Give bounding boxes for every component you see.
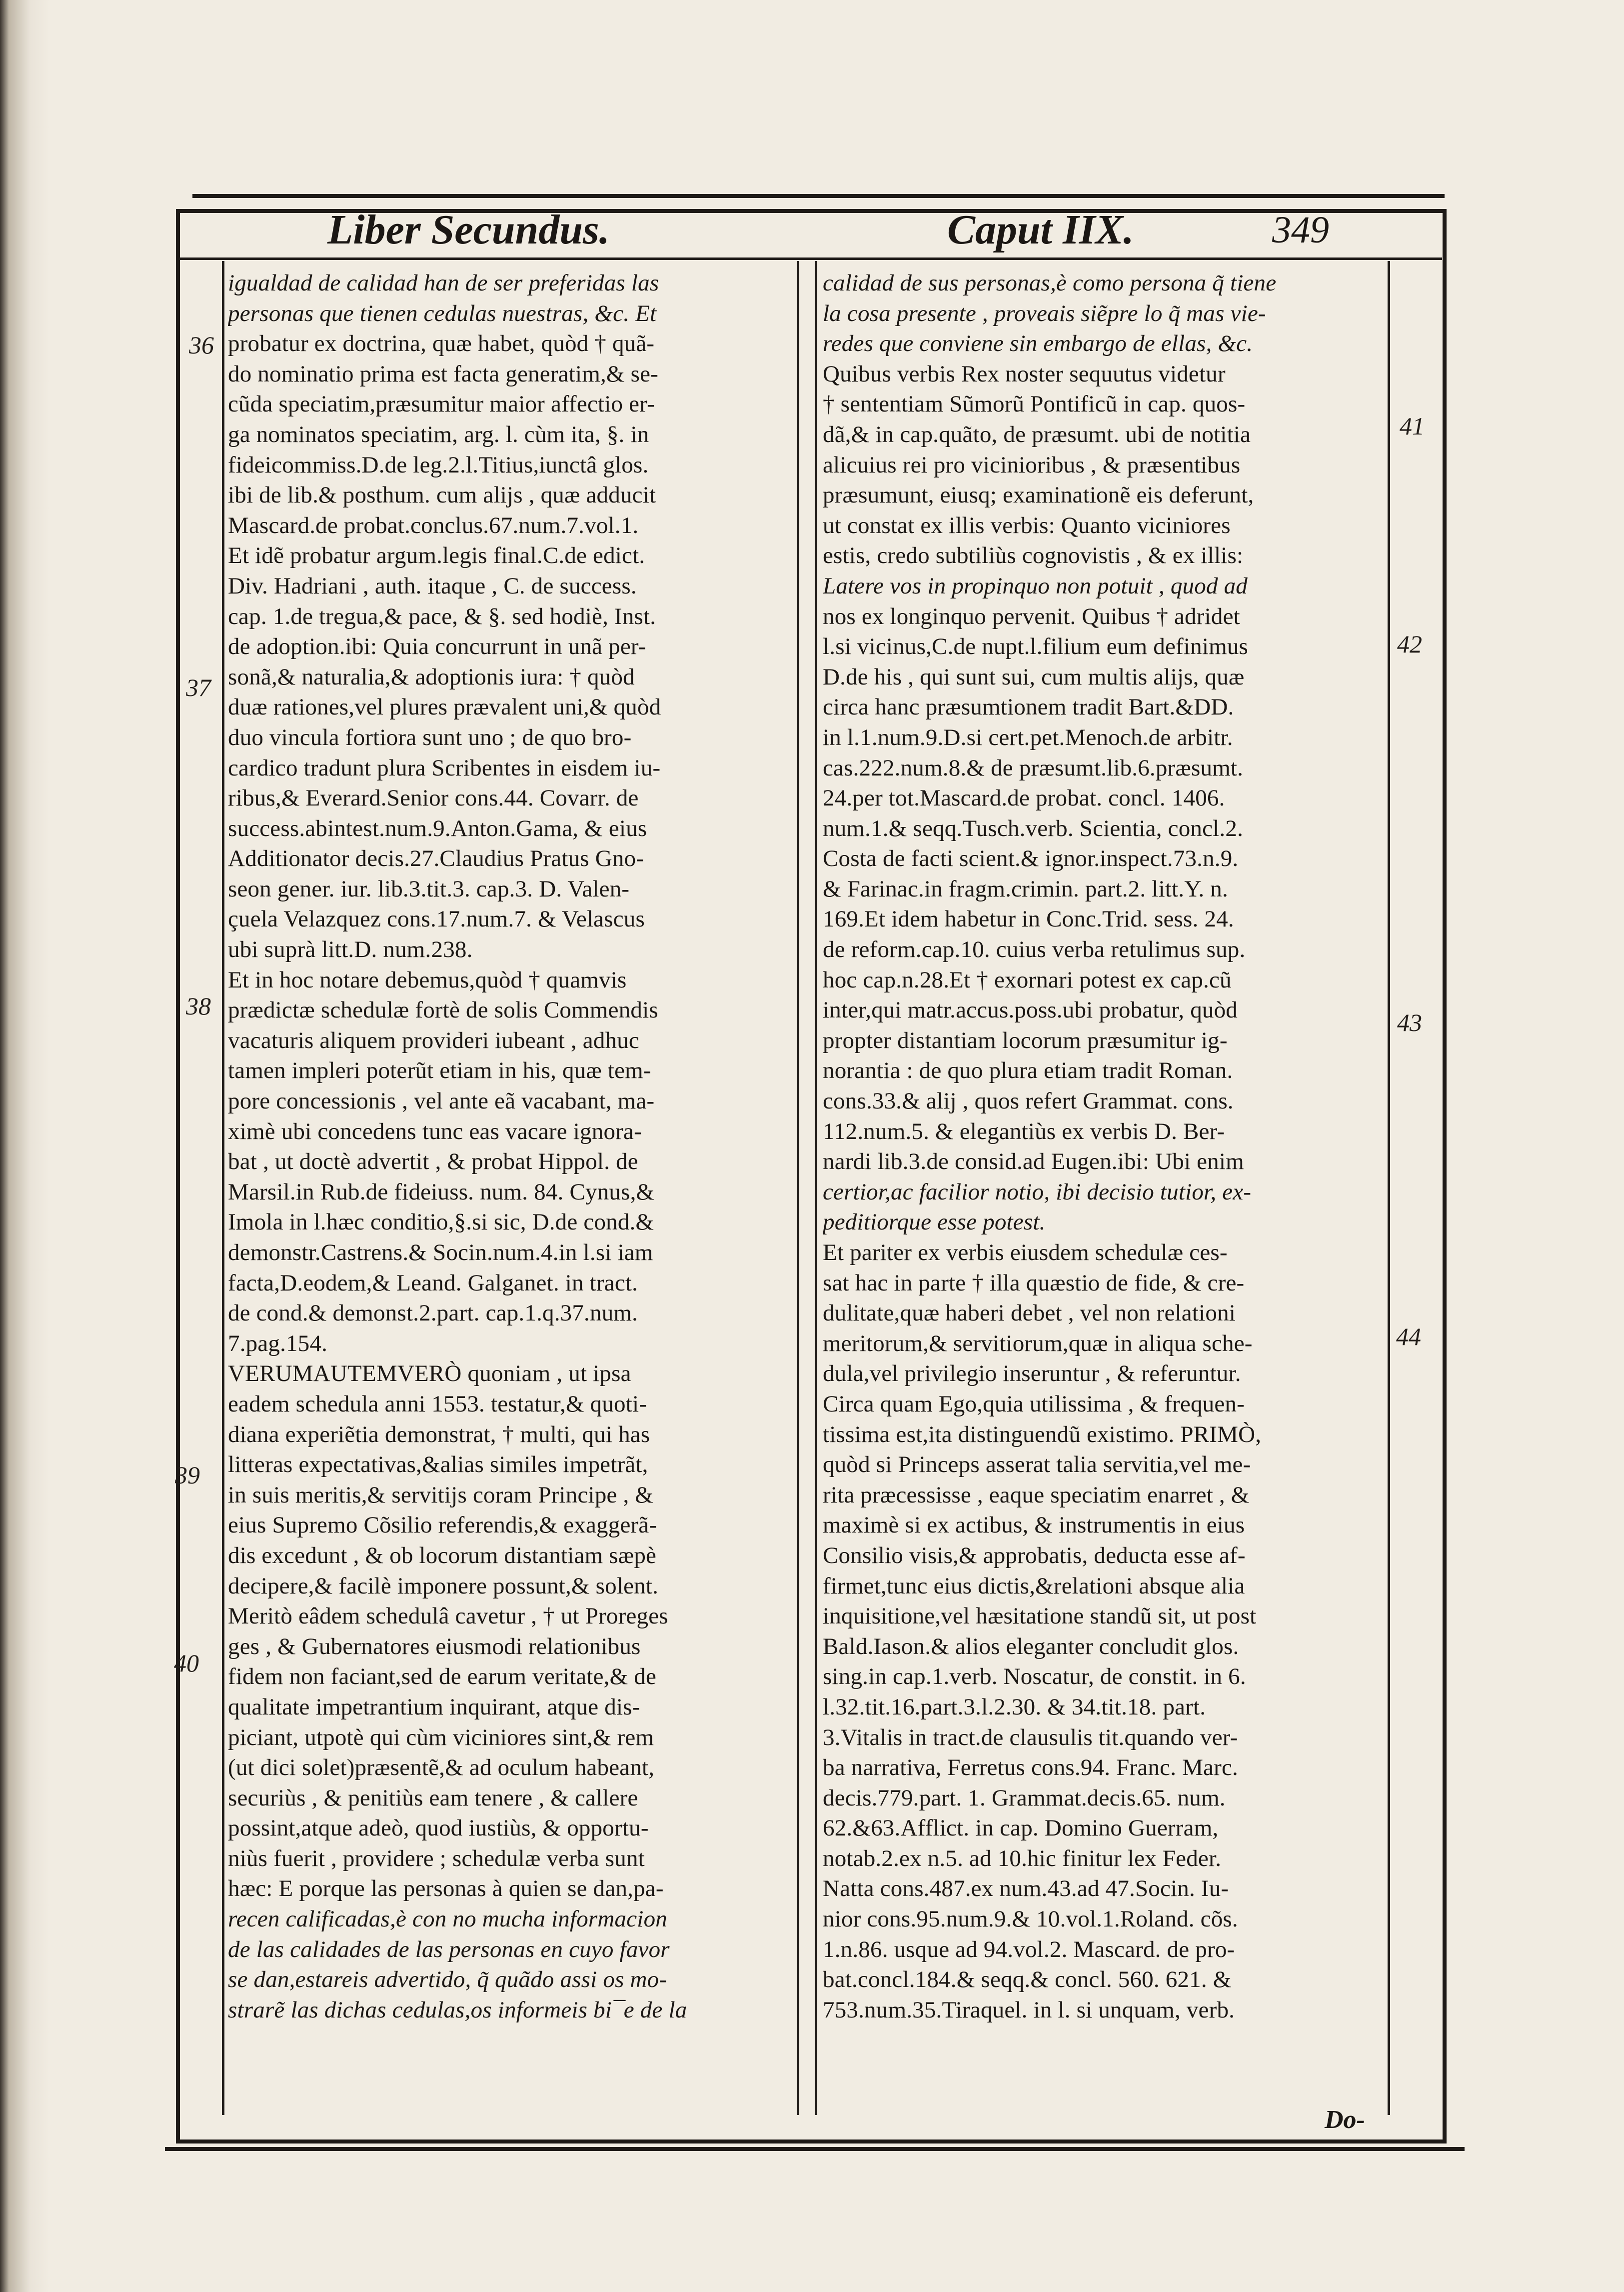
text-line: tissima est,ita distinguendũ existimo. PRIMÒ, [823, 1421, 1262, 1448]
text-line: 112.num.5. & elegantiùs ex verbis D. Ber- [823, 1118, 1225, 1144]
text-line: se dan,estareis advertido, q̃ quãdo assi os mo- [228, 1966, 667, 1993]
margin-number: 40 [174, 1649, 199, 1677]
text-line: Bald.Iason.& alios eleganter concludit glos. [823, 1633, 1239, 1660]
page-number: 349 [1272, 209, 1329, 251]
text-line: Additionator decis.27.Claudius Pratus Gno- [228, 846, 644, 872]
text-line: firmet,tunc eius dictis,&relationi absque alia [823, 1572, 1245, 1599]
text-line: Marsil.in Rub.de fideiuss. num. 84. Cynus,& [228, 1178, 655, 1205]
right-column [823, 268, 1385, 2100]
text-line: la cosa presente , proveais siẽpre lo q̃ mas vie- [823, 300, 1266, 326]
text-line: nardi lib.3.de consid.ad Eugen.ibi: Ubi enim [823, 1148, 1244, 1175]
text-line: decis.779.part. 1. Grammat.decis.65. num. [823, 1784, 1226, 1811]
head-rule [180, 258, 1442, 260]
text-line: success.abintest.num.9.Anton.Gama, & eius [228, 815, 647, 842]
text-line: ba narrativa, Ferretus cons.94. Franc. Marc. [823, 1754, 1239, 1781]
text-line: in l.1.num.9.D.si cert.pet.Menoch.de arbitr. [823, 724, 1233, 750]
text-line: facta,D.eodem,& Leand. Galganet. in tract. [228, 1270, 638, 1296]
text-line: dis excedunt , & ob locorum distantiam sæpè [228, 1542, 657, 1568]
text-line: 753.num.35.Tiraquel. in l. si unquam, verb. [823, 1996, 1235, 2023]
margin-number: 39 [175, 1461, 200, 1489]
text-line: Et idẽ probatur argum.legis final.C.de edict. [228, 542, 645, 569]
text-line: tamen impleri poterũt etiam in his, quæ tem- [228, 1058, 651, 1084]
text-line: l.32.tit.16.part.3.l.2.30. & 34.tit.18. part. [823, 1694, 1206, 1720]
running-head-right: Caput IIX. [947, 206, 1134, 253]
text-line: Quibus verbis Rex noster sequutus videtur [823, 360, 1226, 387]
text-line: ga nominatos speciatim, arg. l. cùm ita, §. in [228, 421, 649, 448]
text-line: VERUMAUTEMVERÒ quoniam , ut ipsa [228, 1360, 631, 1387]
text-line: eius Supremo Cõsilio referendis,& exaggerã- [228, 1512, 657, 1538]
margin-number: 41 [1400, 412, 1425, 440]
text-line: hoc cap.n.28.Et † exornari potest ex cap.cũ [823, 966, 1232, 993]
text-line: estis, credo subtiliùs cognovistis , & ex illis: [823, 542, 1244, 569]
text-line: peditiorque esse potest. [823, 1209, 1046, 1236]
left-column [228, 268, 790, 2100]
text-line: hæc: E porque las personas à quien se dan,pa- [228, 1876, 664, 1902]
text-line: seon gener. iur. lib.3.tit.3. cap.3. D. Valen- [228, 876, 630, 902]
text-line: cardico tradunt plura Scribentes in eisdem iu- [228, 754, 661, 781]
text-line: 24.per tot.Mascard.de probat. concl. 1406. [823, 785, 1225, 812]
text-line: 169.Et idem habetur in Conc.Trid. sess. 24. [823, 906, 1234, 932]
text-line: Costa de facti scient.& ignor.inspect.73.n.9. [823, 846, 1239, 872]
text-line: num.1.& seqq.Tusch.verb. Scientia, concl.2. [823, 815, 1244, 842]
margin-number: 38 [186, 992, 211, 1020]
text-line: demonstr.Castrens.& Socin.num.4.in l.si iam [228, 1240, 653, 1266]
text-line: 1.n.86. usque ad 94.vol.2. Mascard. de pro- [823, 1936, 1235, 1962]
text-line: diana experiẽtia demonstrat, † multi, qui has [228, 1421, 650, 1448]
text-line: de adoption.ibi: Quia concurrunt in unã per- [228, 634, 646, 660]
text-line: ges , & Gubernatores eiusmodi relationibus [228, 1633, 641, 1660]
text-line: sat hac in parte † illa quæstio de fide, & cre- [823, 1270, 1245, 1296]
text-line: Circa quam Ego,quia utilissima , & frequen- [823, 1390, 1245, 1417]
text-line: probatur ex doctrina, quæ habet, quòd † quã- [228, 330, 655, 357]
text-line: redes que conviene sin embargo de ellas, &c. [823, 330, 1253, 357]
text-line: sonã,& naturalia,& adoptionis iura: † quòd [228, 664, 635, 690]
text-line: alicuius rei pro vicinioribus , & præsentibus [823, 452, 1241, 478]
text-line: meritorum,& servitiorum,quæ in aliqua sche- [823, 1330, 1253, 1356]
text-line: Imola in l.hæc conditio,§.si sic, D.de cond.& [228, 1209, 654, 1236]
text-line: certior,ac facilior notio, ibi decisio tutior, ex- [823, 1178, 1252, 1205]
text-line: præsumunt, eiusq; examinationẽ eis deferunt, [823, 482, 1254, 508]
text-line: pore concessionis , vel ante eã vacabant, ma- [228, 1088, 655, 1114]
text-line: dulitate,quæ haberi debet , vel non relationi [823, 1300, 1236, 1326]
text-line: Meritò eâdem schedulâ cavetur , † ut Proreges [228, 1603, 668, 1630]
text-line: fideicommiss.D.de leg.2.l.Titius,iunctâ glos. [228, 452, 649, 478]
text-line: prædictæ schedulæ fortè de solis Commendis [228, 997, 658, 1024]
text-line: ibi de lib.& posthum. cum alijs , quæ adducit [228, 482, 656, 508]
text-line: cas.222.num.8.& de præsumt.lib.6.præsumt. [823, 754, 1244, 781]
text-line: duæ rationes,vel plures prævalent uni,& quòd [228, 694, 661, 720]
text-line: D.de his , qui sunt sui, cum multis alijs, quæ [823, 664, 1245, 690]
text-line: securiùs , & penitiùs eam tenere , & callere [228, 1784, 638, 1811]
text-line: 3.Vitalis in tract.de clausulis tit.quando ver- [823, 1724, 1238, 1750]
text-line: duo vincula fortiora sunt uno ; de quo bro- [228, 724, 632, 750]
text-line: circa hanc præsumtionem tradit Bart.&DD. [823, 694, 1234, 720]
margin-number: 36 [189, 331, 214, 359]
text-line: Latere vos in propinquo non potuit , quod ad [823, 572, 1248, 599]
text-line: çuela Velazquez cons.17.num.7. & Velascus [228, 906, 645, 932]
text-line: propter distantiam locorum præsumitur ig- [823, 1027, 1228, 1054]
text-line: 62.&63.Afflict. in cap. Domino Guerram, [823, 1815, 1219, 1842]
column-rule [1388, 261, 1390, 2115]
text-line: niùs fuerit , providere ; schedulæ verba sunt [228, 1845, 645, 1872]
text-line: Et pariter ex verbis eiusdem schedulæ ces- [823, 1240, 1228, 1266]
running-head-left: Liber Secundus. [327, 206, 610, 253]
text-line: ximè ubi concedens tunc eas vacare ignora- [228, 1118, 642, 1144]
text-line: ubi suprà litt.D. num.238. [228, 936, 473, 963]
text-line: bat , ut doctè advertit , & probat Hippol. de [228, 1148, 638, 1175]
text-line: Mascard.de probat.conclus.67.num.7.vol.1. [228, 512, 639, 538]
text-line: personas que tienen cedulas nuestras, &c. Et [228, 300, 657, 326]
text-line: dula,vel privilegio inseruntur , & referuntur. [823, 1360, 1241, 1387]
text-line: fidem non faciant,sed de earum veritate,& de [228, 1664, 657, 1690]
text-line: (ut dici solet)præsentẽ,& ad oculum habeant, [228, 1754, 655, 1781]
text-line: notab.2.ex n.5. ad 10.hic finitur lex Feder. [823, 1845, 1222, 1872]
text-line: Natta cons.487.ex num.43.ad 47.Socin. Iu- [823, 1876, 1229, 1902]
text-line: qualitate impetrantium inquirant, atque dis- [228, 1694, 640, 1720]
text-line: litteras expectativas,&alias similes impetrãt, [228, 1452, 648, 1478]
text-line: cũda speciatim,præsumitur maior affectio er- [228, 391, 655, 418]
bottom-rule [165, 2147, 1465, 2151]
column-rule [815, 261, 817, 2115]
text-line: de cond.& demonst.2.part. cap.1.q.37.num. [228, 1300, 638, 1326]
text-line: Div. Hadriani , auth. itaque , C. de success. [228, 572, 637, 599]
column-rule [222, 261, 224, 2115]
text-line: norantia : de quo plura etiam tradit Roman. [823, 1058, 1233, 1084]
catchword: Do- [1325, 2106, 1365, 2134]
text-line: ribus,& Everard.Senior cons.44. Covarr. de [228, 785, 639, 812]
text-line: cons.33.& alij , quos refert Grammat. cons. [823, 1088, 1234, 1114]
text-line: de reform.cap.10. cuius verba retulimus sup. [823, 936, 1246, 963]
text-line: nior cons.95.num.9.& 10.vol.1.Roland. cõs. [823, 1906, 1238, 1932]
text-line: inquisitione,vel hæsitatione standũ sit, ut post [823, 1603, 1257, 1630]
margin-number: 42 [1397, 630, 1422, 658]
text-line: sing.in cap.1.verb. Noscatur, de constit. in 6. [823, 1664, 1246, 1690]
text-line: 7.pag.154. [228, 1330, 328, 1356]
text-line: & Farinac.in fragm.crimin. part.2. litt.Y. n. [823, 876, 1228, 902]
text-line: strarẽ las dichas cedulas,os informeis bi¯e de la [228, 1996, 687, 2023]
text-line: l.si vicinus,C.de nupt.l.filium eum definimus [823, 634, 1249, 660]
text-line: quòd si Princeps asserat talia servitia,vel me- [823, 1452, 1251, 1478]
text-line: bat.concl.184.& seqq.& concl. 560. 621. & [823, 1966, 1232, 1993]
text-line: Consilio visis,& approbatis, deducta esse af- [823, 1542, 1246, 1568]
text-line: recen calificadas,è con no mucha informacion [228, 1906, 667, 1932]
text-line: † sententiam Sũmorũ Pontificũ in cap. quos- [823, 391, 1246, 418]
top-rule [192, 194, 1445, 198]
text-line: de las calidades de las personas en cuyo favor [228, 1936, 670, 1962]
text-line: maximè si ex actibus, & instrumentis in eius [823, 1512, 1245, 1538]
margin-number: 43 [1397, 1008, 1422, 1036]
text-line: eadem schedula anni 1553. testatur,& quoti- [228, 1390, 647, 1417]
text-line: decipere,& facilè imponere possunt,& solent. [228, 1572, 659, 1599]
text-line: calidad de sus personas,è como persona q̃ tiene [823, 270, 1277, 296]
text-line: nos ex longinquo pervenit. Quibus † adridet [823, 603, 1240, 630]
text-line: ut constat ex illis verbis: Quanto viciniores [823, 512, 1231, 538]
column-rule [797, 261, 799, 2115]
text-line: Et in hoc notare debemus,quòd † quamvis [228, 966, 627, 993]
text-line: in suis meritis,& servitijs coram Principe , & [228, 1482, 654, 1508]
text-line: cap. 1.de tregua,& pace, & §. sed hodiè, Inst. [228, 603, 656, 630]
text-line: igualdad de calidad han de ser preferidas las [228, 270, 659, 296]
text-line: piciant, utpotè qui cùm viciniores sint,& rem [228, 1724, 654, 1750]
text-line: do nominatio prima est facta generatim,& se- [228, 360, 659, 387]
text-line: rita præcessisse , eaque speciatim enarret , & [823, 1482, 1250, 1508]
text-line: dã,& in cap.quãto, de præsumt. ubi de notitia [823, 421, 1251, 448]
text-line: inter,qui matr.accus.poss.ubi probatur, quòd [823, 997, 1238, 1024]
text-line: vacaturis aliquem provideri iubeant , adhuc [228, 1027, 639, 1054]
text-line: possint,atque adeò, quod iustiùs, & opportu- [228, 1815, 649, 1842]
margin-number: 37 [186, 674, 211, 702]
binding-gutter [0, 0, 50, 2292]
margin-number: 44 [1396, 1322, 1421, 1350]
